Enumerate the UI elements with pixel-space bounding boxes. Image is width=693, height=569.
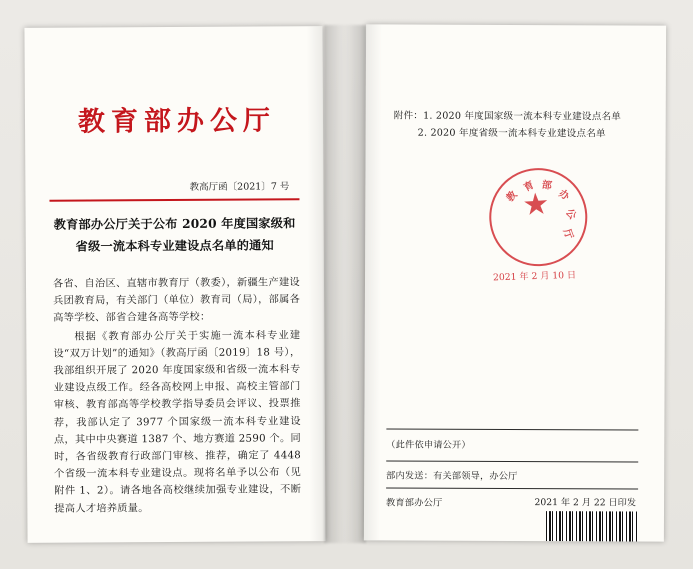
attachments-line-1 bbox=[394, 107, 648, 125]
footer-send-to: 部内发送：有关部领导，办公厅 bbox=[386, 460, 638, 482]
document-page-left bbox=[24, 26, 325, 543]
document-title-line-1: 教育部办公厅关于公布 2020 年度国家级和 bbox=[53, 216, 296, 232]
official-seal-stamp bbox=[486, 165, 590, 269]
footer-public-note: （此件依申请公开） bbox=[386, 439, 471, 451]
document-title bbox=[52, 212, 298, 258]
seal-char-2: 育 bbox=[522, 179, 537, 195]
seal-date: 2021 年 2 月 10 日 bbox=[492, 269, 577, 284]
attachment-item-2: 2. 2020 年度省级一流本科专业建设点名单 bbox=[417, 127, 606, 140]
document-number: 教高厅函〔2021〕7 号 bbox=[189, 181, 290, 193]
book-gutter-shadow bbox=[324, 25, 366, 543]
masthead-title: 教育部办公厅 bbox=[77, 105, 277, 138]
page-left-content bbox=[24, 26, 325, 543]
footer-print-date: 2021 年 2 月 22 日印发 bbox=[534, 497, 637, 509]
footer-issuer: 教育部办公厅 bbox=[386, 487, 638, 509]
seal-char-1: 教 bbox=[504, 189, 520, 205]
red-divider-rule bbox=[49, 198, 299, 201]
seal-char-5: 公 bbox=[563, 207, 578, 222]
document-page-right bbox=[364, 24, 666, 541]
footer-info-box bbox=[386, 428, 638, 509]
body-paragraph-1: 各省、自治区、直辖市教育厅（教委），新疆生产建设兵团教育局，有关部门（单位）教育司（局），部属各高等学校、部省合建各高等学校： bbox=[52, 277, 301, 325]
seal-char-4: 办 bbox=[556, 188, 571, 203]
document-title-line-2: 省级一流本科专业建设点名单的通知 bbox=[75, 238, 274, 254]
barcode bbox=[546, 511, 638, 541]
attachment-item-1: 1. 2020 年度国家级一流本科专业建设点名单 bbox=[423, 110, 622, 123]
page-right-content bbox=[364, 24, 666, 541]
document-body bbox=[53, 274, 301, 518]
attachments-block bbox=[394, 107, 648, 142]
seal-char-3: 部 bbox=[541, 179, 553, 193]
attachments-label: 附件： bbox=[393, 110, 424, 122]
page-right-edge-shading bbox=[364, 24, 382, 540]
body-paragraph-2: 根据《教育部办公厅关于实施一流本科专业建设“双万计划”的通知》（教高厅函〔2019〕18 号），我部组织开展了 2020 年度国家级和省级一流本科专业建设点级工作。经各高校网上申报、高校主管部门审核、教育部高等学校教学指导委员会评议、投票推荐，我部认定了 3977 个国家级一流本科专业建设点，其中中央赛道 1387 个、地方赛道 2590 个。同时，各省级教育行政部门审核、推荐，确定了 4448 个省级一流本科专业建设点。现将名单予以公布（见附件 1、2）。请各地各高校继续加强专业建设，不断提高人才培养质量。 bbox=[53, 329, 302, 515]
seal-char-6: 厅 bbox=[560, 227, 575, 241]
